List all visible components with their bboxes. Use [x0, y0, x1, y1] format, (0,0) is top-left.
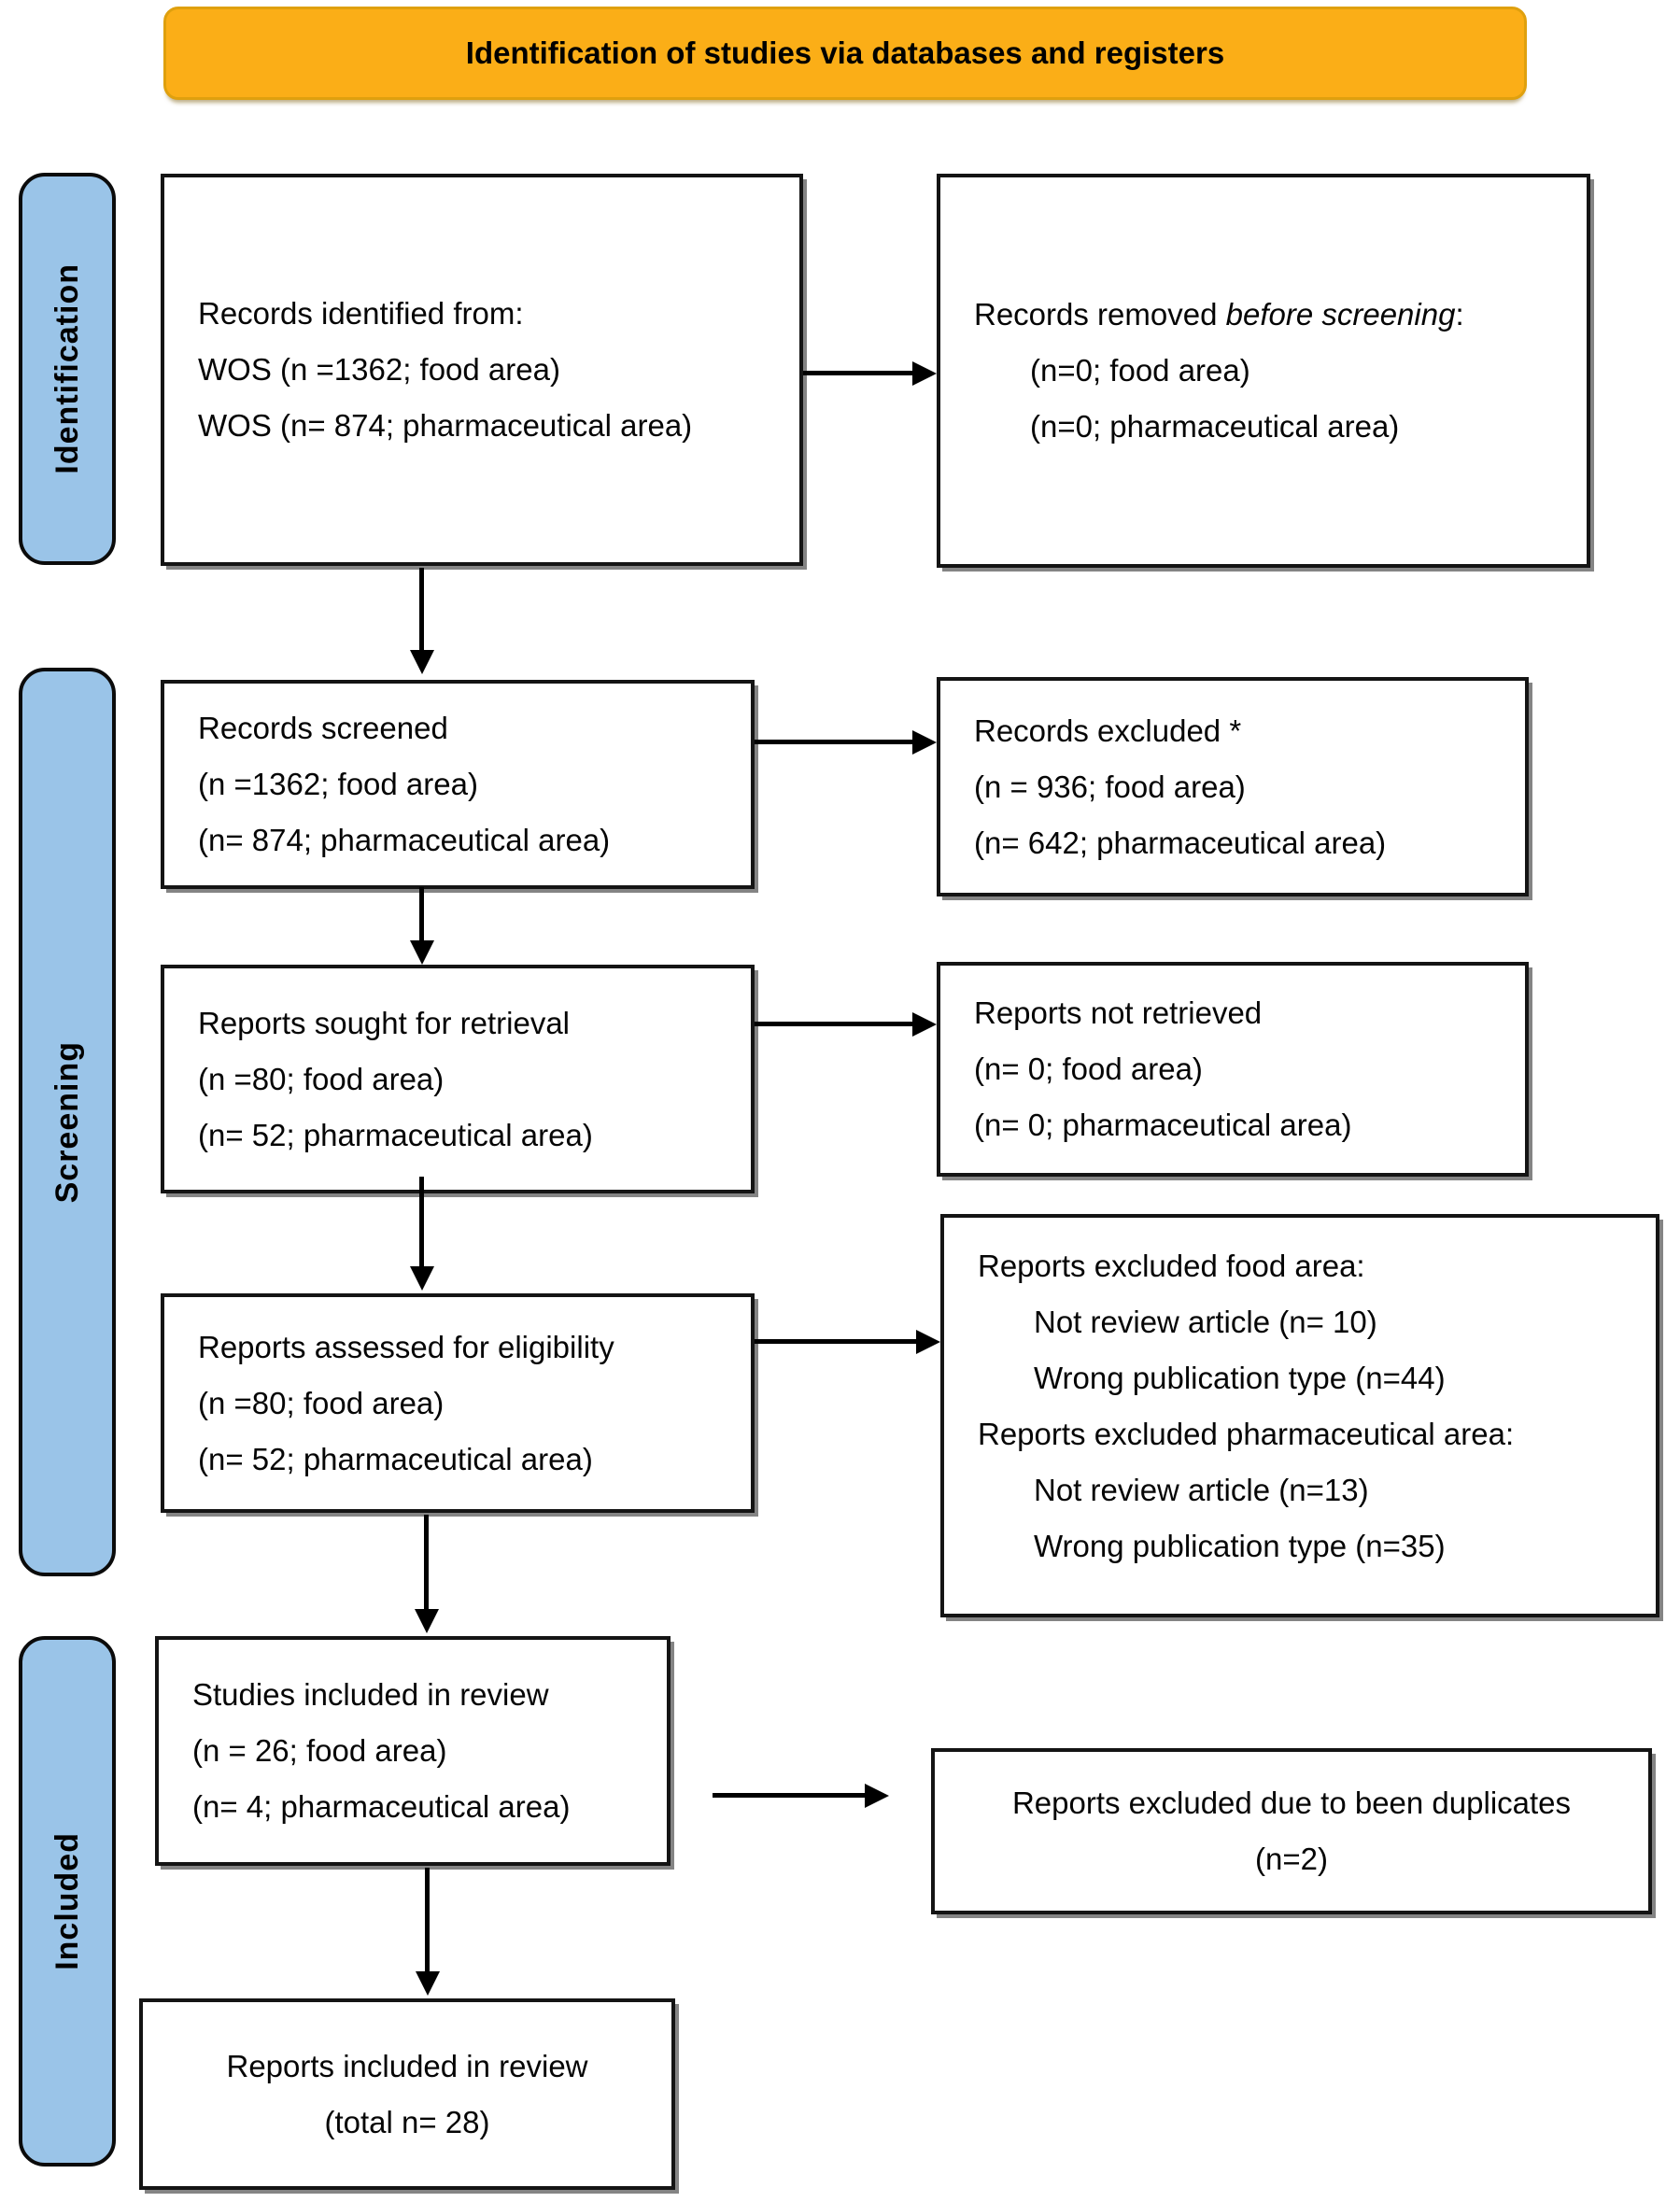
arrow-right-icon — [755, 1012, 937, 1037]
box-line: Reports sought for retrieval — [198, 1005, 571, 1040]
box-records-removed — [937, 174, 1590, 568]
arrow-down-icon — [410, 887, 434, 965]
banner-title-text: Identification of studies via databases and registers — [465, 35, 1225, 70]
stage-label-included: Included — [49, 1832, 85, 1970]
arrow-head — [410, 940, 434, 965]
stage-bar-included — [19, 1636, 116, 2167]
box-line: Records identified from: — [198, 296, 524, 331]
arrow-shaft — [755, 1022, 916, 1026]
arrow-head — [410, 1266, 434, 1291]
arrow-shaft — [425, 1868, 430, 1975]
arrow-shaft — [755, 1339, 920, 1344]
box-studies-included — [155, 1636, 671, 1866]
box-reports-not-retrieved — [937, 962, 1529, 1177]
box-line: Not review article (n=13) — [1034, 1473, 1369, 1507]
box-records-screened — [161, 680, 755, 889]
box-line: Reports excluded due to been duplicates — [1011, 1786, 1572, 1820]
box-line-italic-text: before screening — [1225, 297, 1456, 332]
box-line: (n =80; food area) — [198, 1385, 445, 1420]
box-line: (n = 26; food area) — [192, 1733, 447, 1768]
arrow-shaft — [755, 740, 916, 744]
arrow-head — [912, 730, 937, 755]
arrow-shaft — [419, 568, 424, 654]
banner-title — [163, 7, 1527, 100]
box-line: (n= 4; pharmaceutical area) — [192, 1789, 571, 1824]
arrow-head — [912, 361, 937, 386]
box-records-identified-content — [164, 177, 799, 562]
box-reports-assessed — [161, 1293, 755, 1513]
box-line: Studies included in review — [192, 1677, 549, 1712]
box-line-text: Records removed — [974, 297, 1226, 332]
arrow-head — [410, 650, 434, 674]
box-duplicates-excluded-content — [935, 1752, 1648, 1911]
box-line: Reports included in review — [226, 2048, 588, 2083]
arrow-head — [916, 1330, 940, 1354]
box-line: (n=2) — [1255, 1842, 1328, 1876]
box-reports-excluded-detail — [940, 1214, 1659, 1617]
arrow-head — [912, 1012, 937, 1037]
box-line: (n= 52; pharmaceutical area) — [198, 1117, 593, 1152]
stage-label-identification: Identification — [49, 263, 85, 474]
box-line: (n= 0; pharmaceutical area) — [974, 1108, 1352, 1142]
arrow-shaft — [419, 1177, 424, 1270]
box-duplicates-excluded — [931, 1748, 1652, 1914]
box-line: (total n= 28) — [324, 2104, 490, 2139]
arrow-head — [865, 1784, 889, 1808]
box-line: Reports excluded food area: — [978, 1249, 1365, 1283]
box-line — [974, 287, 1570, 343]
box-line: (n=0; food area) — [1030, 353, 1250, 388]
box-reports-included-content — [143, 2002, 671, 2186]
box-reports-included — [139, 1998, 675, 2190]
box-line: Reports not retrieved — [974, 995, 1263, 1030]
box-line: (n=0; pharmaceutical area) — [1030, 409, 1400, 444]
box-line: Reports excluded pharmaceutical area: — [978, 1417, 1515, 1451]
box-line: WOS (n= 874; pharmaceutical area) — [198, 408, 693, 443]
arrow-down-icon — [416, 1868, 440, 1996]
box-records-excluded-content — [940, 681, 1525, 893]
box-records-screened-content — [164, 684, 751, 885]
arrow-head — [416, 1971, 440, 1996]
box-line: (n= 0; food area) — [974, 1052, 1203, 1086]
stage-bar-identification — [19, 173, 116, 565]
box-line: Records screened — [198, 711, 448, 745]
box-records-removed-content — [940, 177, 1587, 564]
arrow-shaft — [424, 1515, 429, 1613]
box-line: Wrong publication type (n=44) — [1034, 1361, 1446, 1395]
box-line: (n =1362; food area) — [198, 767, 478, 801]
box-reports-assessed-content — [164, 1297, 751, 1509]
box-records-excluded — [937, 677, 1529, 896]
arrow-right-icon — [755, 1330, 940, 1354]
box-studies-included-content — [159, 1640, 667, 1862]
box-line: (n = 936; food area) — [974, 769, 1246, 804]
arrow-shaft — [419, 887, 424, 944]
box-line: (n= 52; pharmaceutical area) — [198, 1441, 593, 1476]
box-reports-excluded-detail-content — [944, 1218, 1656, 1614]
stage-bar-screening — [19, 668, 116, 1576]
arrow-down-icon — [410, 568, 434, 674]
arrow-right-icon — [755, 730, 937, 755]
box-line: WOS (n =1362; food area) — [198, 352, 560, 387]
box-line: Reports assessed for eligibility — [198, 1329, 614, 1364]
box-line: (n =80; food area) — [198, 1061, 445, 1096]
arrow-shaft — [803, 371, 916, 375]
arrow-down-icon — [410, 1177, 434, 1291]
arrow-down-icon — [415, 1515, 439, 1633]
box-line: Records excluded * — [974, 713, 1242, 748]
box-line-text: : — [1455, 297, 1464, 332]
stage-label-screening: Screening — [49, 1040, 85, 1204]
box-reports-sought — [161, 965, 755, 1193]
box-line: (n= 642; pharmaceutical area) — [974, 825, 1387, 860]
box-line: Not review article (n= 10) — [1034, 1305, 1377, 1339]
box-records-identified — [161, 174, 803, 566]
box-reports-not-retrieved-content — [940, 966, 1525, 1173]
box-reports-sought-content — [164, 968, 751, 1190]
box-line: (n= 874; pharmaceutical area) — [198, 823, 611, 857]
box-line: Wrong publication type (n=35) — [1034, 1529, 1446, 1563]
arrow-head — [415, 1609, 439, 1633]
arrow-right-icon — [803, 361, 937, 386]
arrow-shaft — [713, 1793, 868, 1798]
arrow-right-icon — [713, 1784, 889, 1808]
